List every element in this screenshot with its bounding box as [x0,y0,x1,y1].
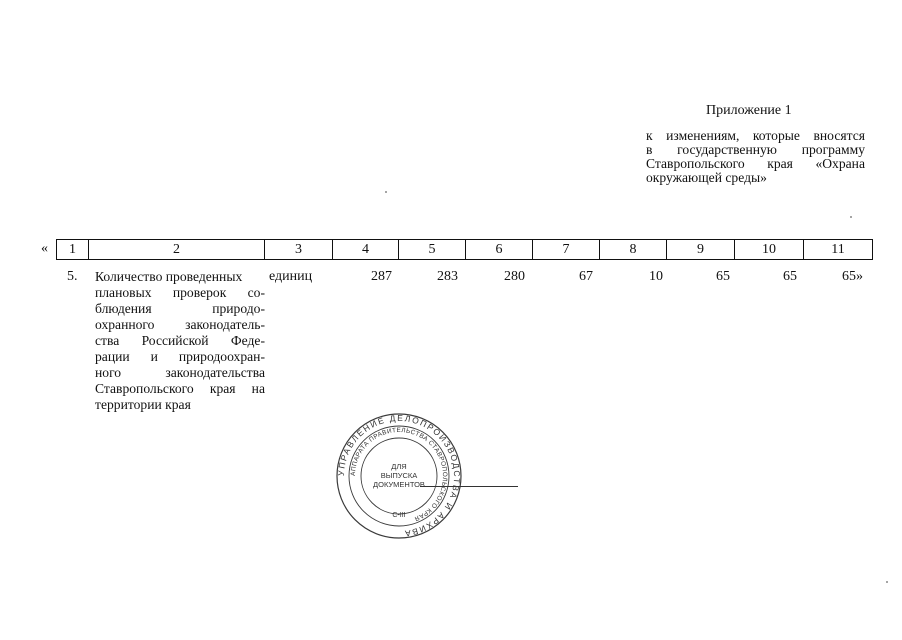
header-cell: 1 [57,240,89,260]
header-cell: 6 [466,240,533,260]
header-cell: 4 [333,240,399,260]
header-cell: 5 [399,240,466,260]
stamp-outer-text: УПРАВЛЕНИЕ ДЕЛОПРОИЗВОДСТВА И АРХИВА [335,412,463,539]
official-stamp [335,412,463,540]
description-line: охранного законодатель- [95,317,265,332]
description-line: ного законодательства [95,365,265,380]
stamp-center-line: ДЛЯ [391,462,407,471]
row-unit: единиц [269,269,313,284]
scan-speck [385,191,387,193]
appendix-title: Приложение 1 [706,103,792,118]
description-line: блюдения природо- [95,301,265,316]
signature-line [420,486,518,487]
header-cell: 8 [600,240,667,260]
header-cell: 2 [89,240,265,260]
header-cell: 7 [533,240,600,260]
column-number-header [56,239,873,260]
row-value-col8: 10 [649,269,663,284]
appendix-subtitle-line: в государственную программу [646,142,865,157]
description-line: рации и природоохран- [95,349,265,364]
appendix-subtitle-line: к изменениям, которые вносятся [646,128,865,143]
scan-speck [850,216,852,218]
row-description [95,269,265,413]
row-value-col9: 65 [716,269,730,284]
header-cell: 9 [667,240,735,260]
description-line: Ставропольского края на [95,381,265,396]
header-cell: 10 [735,240,804,260]
header-row [57,240,873,260]
description-line: плановых проверок со- [95,285,265,300]
description-line: Количество проведенных [95,269,243,284]
table-open-quote: « [41,241,48,256]
stamp-center-line: ВЫПУСКА [380,471,418,480]
row-value-col11: 65» [842,269,863,284]
description-line: территории края [95,397,191,412]
stamp-center-text [365,462,433,489]
stamp-inner-text: АППАРАТА ПРАВИТЕЛЬСТВА СТАВРОПОЛЬСКОГО КРАЯ [349,426,449,523]
row-value-col10: 65 [783,269,797,284]
stamp-code: С-III [392,512,406,519]
header-cell: 11 [804,240,873,260]
scan-speck [886,581,888,583]
header-cell: 3 [265,240,333,260]
row-value-col6: 280 [504,269,525,284]
appendix-subtitle-line: окружающей среды» [646,170,767,185]
stamp-center-line: ДОКУМЕНТОВ [373,480,425,489]
row-value-col4: 287 [371,269,392,284]
row-value-col7: 67 [579,269,593,284]
row-number: 5. [67,269,78,284]
appendix-subtitle-line: Ставропольского края «Охрана [646,156,865,171]
description-line: ства Российской Феде- [95,333,265,348]
appendix-subtitle [646,129,865,185]
row-value-col5: 283 [437,269,458,284]
